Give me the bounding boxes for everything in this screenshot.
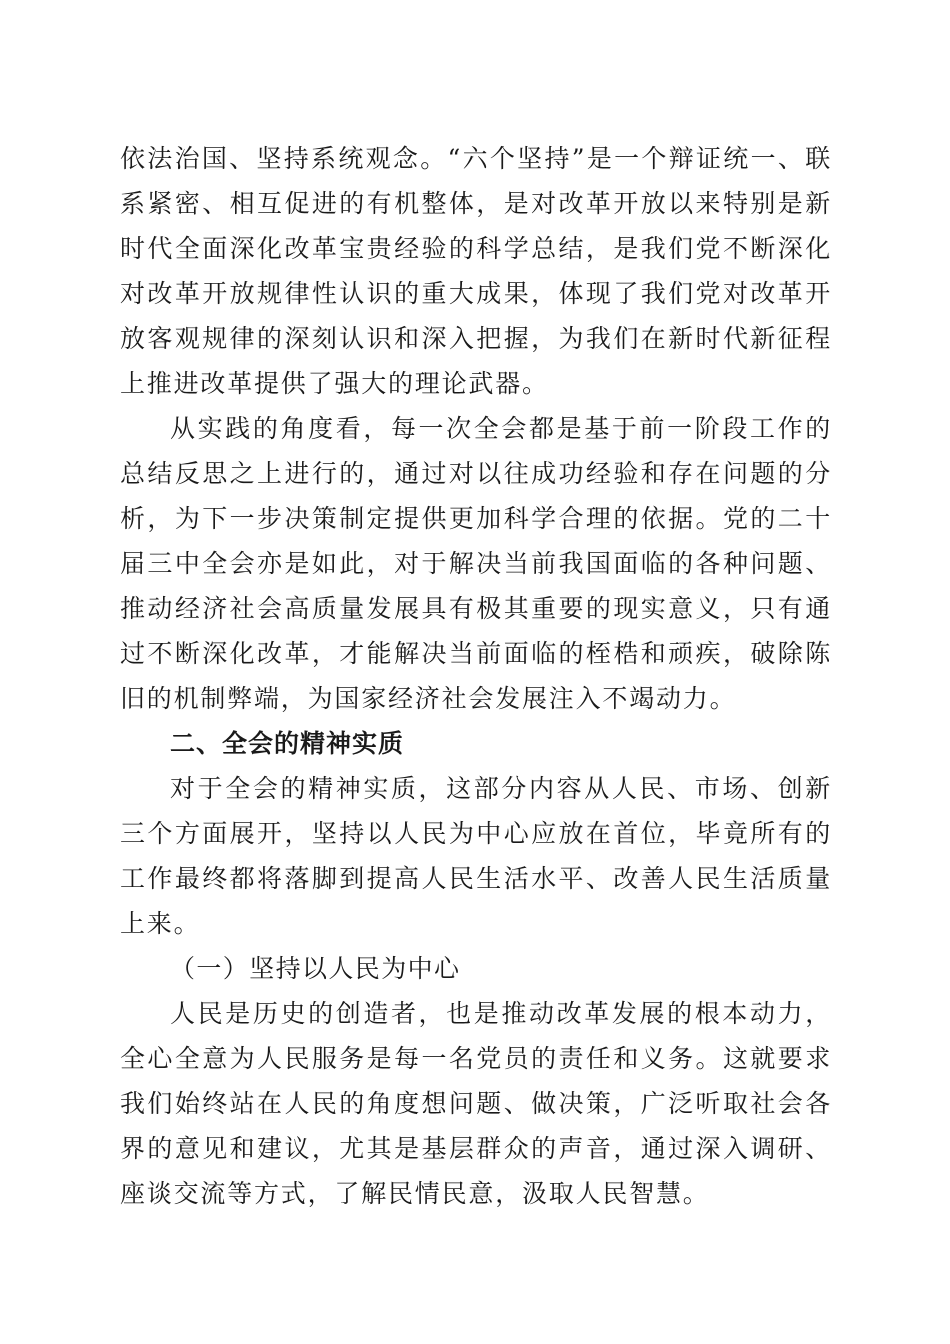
paragraph-continuation: 依法治国、坚持系统观念。“六个坚持”是一个辩证统一、联系紧密、相互促进的有机整体，是对改革开放以来特别是新时代全面深化改革宝贵经验的科学总结，是我们党不断深化对改革开放规律性认识的重大成果，体现了我们党对改革开放客观规律的深刻认识和深入把握，为我们在新时代新征程上推进改革提供了强大的理论武器。 [120,144,832,398]
document-body [120,136,832,1216]
subsection-heading-people-centered: （一）坚持以人民为中心 [170,954,461,983]
section-heading-spirit-essence: 二、全会的精神实质 [170,729,405,758]
paragraph-people-centered: 人民是历史的创造者，也是推动改革发展的根本动力，全心全意为人民服务是每一名党员的责任和义务。这就要求我们始终站在人民的角度想问题、做决策，广泛听取社会各界的意见和建议，尤其是基层群众的声音，通过深入调研、座谈交流等方式，了解民情民意，汲取人民智慧。 [120,999,832,1208]
paragraph-practice-perspective: 从实践的角度看，每一次全会都是基于前一阶段工作的总结反思之上进行的，通过对以往成功经验和存在问题的分析，为下一步决策制定提供更加科学合理的依据。党的二十届三中全会亦是如此，对于解决当前我国面临的各种问题、推动经济社会高质量发展具有极其重要的现实意义，只有通过不断深化改革，才能解决当前面临的桎梏和顽疾，破除陈旧的机制弊端，为国家经济社会发展注入不竭动力。 [120,414,832,713]
paragraph-spirit-essence-intro: 对于全会的精神实质，这部分内容从人民、市场、创新三个方面展开，坚持以人民为中心应放在首位，毕竟所有的工作最终都将落脚到提高人民生活水平、改善人民生活质量上来。 [120,774,832,938]
